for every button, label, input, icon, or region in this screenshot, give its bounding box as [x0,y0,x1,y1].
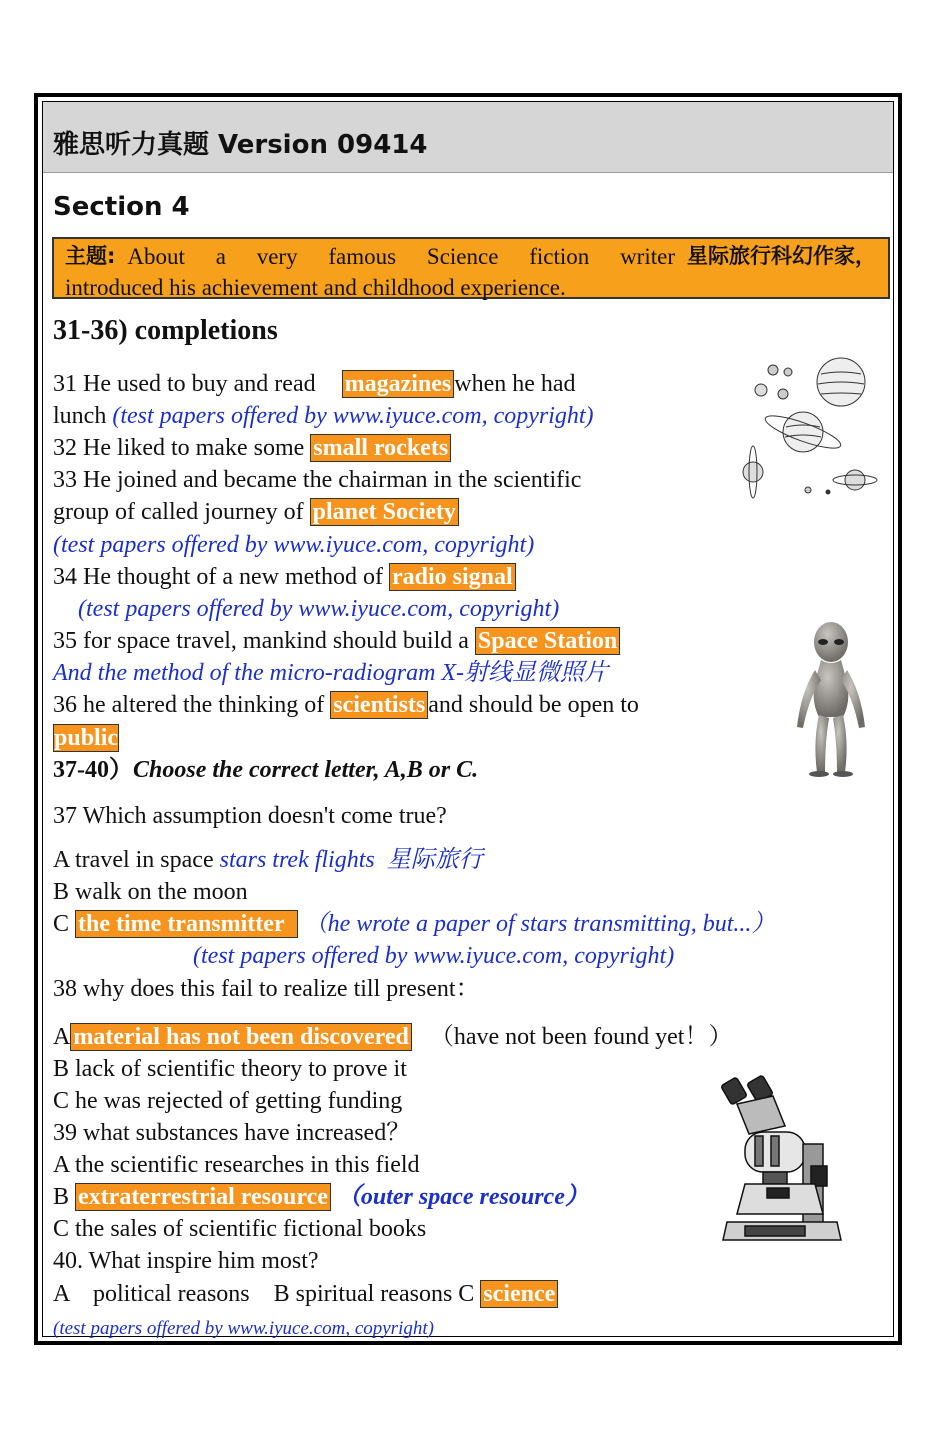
q36-text: 36 he altered the thinking of [53,692,325,718]
q37-c-note: （he wrote a paper of stars transmitting, but...） [303,911,776,937]
q31-line2 [53,401,594,431]
q38-option-b: B lack of scientific theory to prove it [53,1056,407,1082]
q33-line2 [53,497,459,527]
q39-b-answer: extraterrestrial resource [75,1183,331,1211]
q32-text: 32 He liked to make some [53,435,305,461]
q39-question: 39 what substances have increased？ [53,1120,411,1146]
q37-option-a [53,845,483,875]
title-bar [43,102,893,173]
copyright-note-2: (test papers offered by www.iyuce.com, copyright) [78,596,560,622]
q34-line [53,562,516,592]
q32-answer: small rockets [310,434,451,462]
q37-option-c [53,909,775,939]
q33-answer: planet Society [310,498,459,526]
q40-b-text: B spiritual reasons C [273,1281,475,1307]
q39-option-b [53,1182,589,1212]
topic-text-a: About a very famous Science fiction writer [127,244,675,269]
q37-option-b: B walk on the moon [53,879,248,905]
q32-line [53,433,451,463]
page-title: 雅思听力真题 Version 09414 [53,130,428,160]
q39-option-a: A the scientific researches in this field [53,1152,420,1178]
heading-choose-num: 37-40） [53,757,133,783]
q35-note: And the method of the micro-radiogram X-射线显微照片 [53,660,609,686]
q38-question: 38 why does this fail to realize till present： [53,976,480,1002]
q39-b-note: （outer space resource） [336,1184,589,1210]
q31-text: 31 He used to buy and read [53,371,316,397]
footer-copyright-note: (test papers offered by www.iyuce.com, copyright) [53,1318,434,1339]
q36-line2 [53,723,119,753]
q34-answer: radio signal [389,563,516,591]
q33-text: group of called journey of [53,499,304,525]
heading-choose [53,755,478,785]
q36-line [53,690,639,720]
q31-text-post: when he had [454,371,576,397]
page-frame [34,93,902,1345]
q37-question: 37 Which assumption doesn't come true? [53,803,447,829]
q36-answer: scientists [330,691,428,719]
solar-system-illustration [733,352,883,507]
q37-a-cn: 星际旅行 [386,847,483,873]
q31-answer: magazines [342,370,455,398]
alien-illustration [773,622,893,792]
q38-a-answer: material has not been discovered [70,1023,412,1051]
q38-option-a [53,1022,732,1052]
q31-text-2: lunch [53,403,107,429]
q36-text-post: and should be open to [428,692,639,718]
q33-line1: 33 He joined and became the chairman in the scientific [53,467,582,493]
q40-a-text: A political reasons [53,1281,250,1307]
q35-line [53,626,620,656]
q38-a-note: （have not been found yet！） [429,1024,733,1050]
q31-line [53,369,576,399]
q31-note: (test papers offered by www.iyuce.com, copyright) [112,403,594,429]
q40-question: 40. What inspire him most? [53,1248,319,1274]
topic-box [52,237,890,299]
heading-choose-text: Choose the correct letter, A,B or C. [133,757,479,783]
q37-c-answer: the time transmitter [75,910,298,938]
section-heading: Section 4 [53,192,190,222]
topic-text-cn: 星际旅行科幻作家， [687,244,876,268]
q39-b-text: B [53,1184,70,1210]
q38-a-text: A [53,1024,71,1050]
copyright-note-3: (test papers offered by www.iyuce.com, copyright) [193,943,675,969]
q39-option-c: C the sales of scientific fictional books [53,1216,427,1242]
copyright-note-1: (test papers offered by www.iyuce.com, copyright) [53,532,535,558]
q40-answer: science [480,1280,558,1308]
q35-answer: Space Station [475,627,620,655]
q37-a-note: stars trek flights [219,847,375,873]
q35-text: 35 for space travel, mankind should build a [53,628,469,654]
q34-text: 34 He thought of a new method of [53,564,383,590]
topic-label: 主题: [65,244,116,268]
microscope-illustration [715,1074,845,1254]
q37-a-text: A travel in space [53,847,214,873]
page-frame-inner [42,101,894,1337]
q36-answer-2: public [54,725,119,751]
q37-c-text: C [53,911,70,937]
heading-completions: 31-36) completions [53,315,278,346]
q40-options [53,1279,558,1309]
topic-text-b: introduced his achievement and childhood experience. [65,275,566,300]
q38-option-c: C he was rejected of getting funding [53,1088,403,1114]
